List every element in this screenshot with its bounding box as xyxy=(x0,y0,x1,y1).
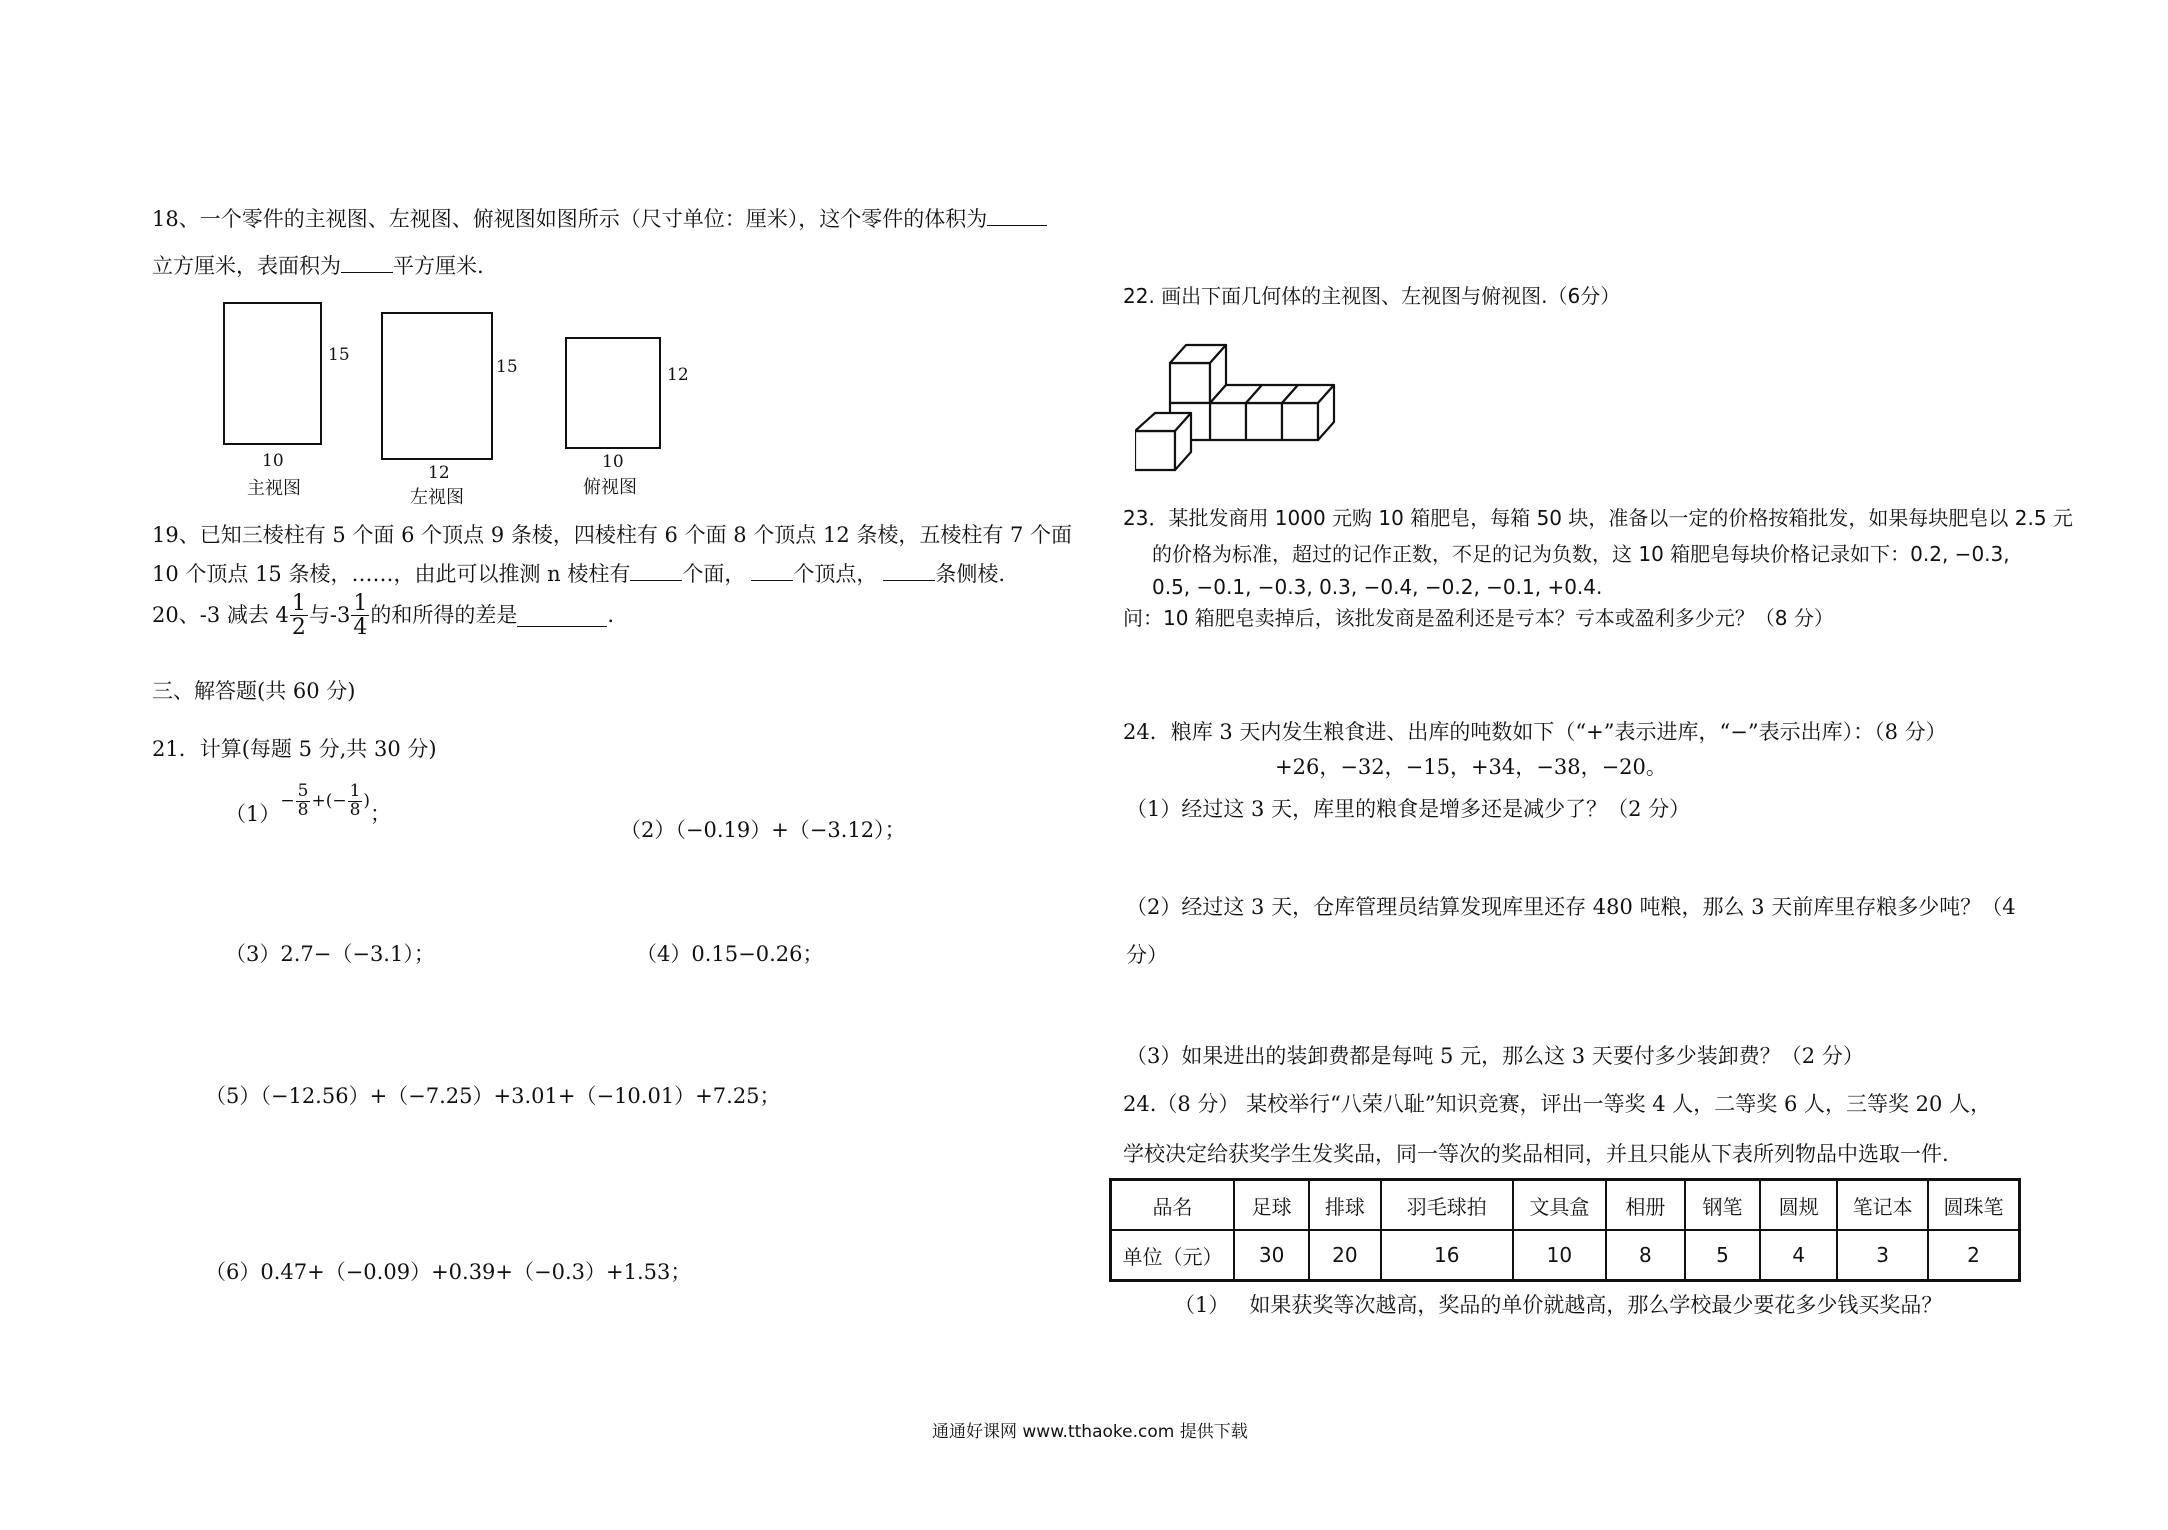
q24a-line1: 24．粮库 3 天内发生粮食进、出库的吨数如下（“+”表示进库，“−”表示出库）：（8 分） xyxy=(1123,720,1947,744)
prize-table-cell: 品名 xyxy=(1111,1180,1235,1231)
prize-table-cell: 圆规 xyxy=(1760,1180,1837,1231)
cube-top-front xyxy=(1170,363,1210,403)
q19-text-2c: 个顶点， xyxy=(793,562,878,587)
prize-table-price-row xyxy=(1111,1230,2020,1281)
q24a-data: +26，−32，−15，+34，−38，−20。 xyxy=(1275,755,1667,779)
q22-cube-figure xyxy=(1135,338,1360,478)
top-view-label: 俯视图 xyxy=(583,477,637,498)
q24b-p1-text: 如果获奖等次越高，奖品的单价就越高，那么学校最少要花多少钱买奖品？ xyxy=(1249,1293,1943,1317)
prize-table-cell: 钢笔 xyxy=(1685,1180,1760,1231)
left-view-rect xyxy=(381,312,493,460)
q21-part-2: （2）（−0.19）+（−3.12）； xyxy=(620,818,906,842)
front-view-height: 15 xyxy=(328,345,350,365)
q20-prefix: 20、-3 减去 4 xyxy=(152,603,289,627)
q19-text-2b: 个面， xyxy=(682,562,746,587)
q20-fraction-2 xyxy=(351,592,369,639)
q20-mid: 与-3 xyxy=(308,603,351,627)
q21-p1-close: ) xyxy=(363,791,371,812)
q21-part-6: （6）0.47+（−0.09）+0.39+（−0.3）+1.53； xyxy=(205,1260,692,1284)
q21-p1-expression xyxy=(280,783,370,820)
top-view-width: 10 xyxy=(602,452,624,472)
left-view-width: 12 xyxy=(428,463,450,483)
prize-table-cell: 单位（元） xyxy=(1111,1230,1235,1281)
section-3-heading: 三、解答题(共 60 分) xyxy=(152,679,356,703)
prize-table-cell: 4 xyxy=(1760,1230,1837,1281)
prize-table-header-row xyxy=(1111,1180,2020,1231)
front-view-label: 主视图 xyxy=(247,478,301,499)
q21-p1-b-num: 1 xyxy=(349,781,361,801)
prize-table-cell: 排球 xyxy=(1309,1180,1380,1231)
cube-back-3 xyxy=(1282,403,1318,440)
q21-p1-op: +(− xyxy=(311,791,347,812)
q19-text-2d: 条侧棱. xyxy=(935,562,1006,587)
q21-p1-fraction-b xyxy=(348,783,363,820)
q21-part-5: （5）（−12.56）+（−7.25）+3.01+（−10.01）+7.25； xyxy=(205,1084,781,1108)
prize-table-cell: 笔记本 xyxy=(1837,1180,1928,1231)
q23-line1: 23．某批发商用 1000 元购 10 箱肥皂，每箱 50 块，准备以一定的价格按箱批发，如果每块肥皂以 2.5 元 xyxy=(1123,506,2073,530)
q19-text-2a: 10 个顶点 15 条棱，……，由此可以推测 n 棱柱有 xyxy=(152,562,631,587)
q20-answer-blank[interactable] xyxy=(517,604,607,627)
prize-table-cell: 2 xyxy=(1928,1230,2019,1281)
prize-table-cell: 3 xyxy=(1837,1230,1928,1281)
q21-title: 21．计算(每题 5 分,共 30 分) xyxy=(152,737,437,761)
q18-text-1: 18、一个零件的主视图、左视图、俯视图如图所示（尺寸单位：厘米），这个零件的体积为 xyxy=(152,207,988,232)
q18-text-2a: 立方厘米，表面积为 xyxy=(152,254,341,279)
prize-table-cell: 8 xyxy=(1606,1230,1685,1281)
q21-p1-b-den: 8 xyxy=(349,799,361,820)
q19-edges-blank[interactable] xyxy=(883,558,935,581)
left-view-label: 左视图 xyxy=(410,487,464,508)
q21-part-3: （3）2.7−（−3.1）； xyxy=(225,942,435,966)
prize-table-cell: 20 xyxy=(1309,1230,1380,1281)
q20-f2-num: 1 xyxy=(353,591,368,616)
q22-text: 22. 画出下面几何体的主视图、左视图与俯视图.（6分） xyxy=(1123,284,1621,308)
q24a-part-1: （1）经过这 3 天，库里的粮食是增多还是减少了？（2 分） xyxy=(1126,797,1691,821)
q24a-part-3: （3）如果进出的装卸费都是每吨 5 元，那么这 3 天要付多少装卸费？（2 分） xyxy=(1126,1044,1864,1068)
cube-back-1 xyxy=(1210,403,1246,440)
front-view-rect xyxy=(223,302,322,445)
prize-table-cell: 10 xyxy=(1513,1230,1606,1281)
prize-table-cell: 5 xyxy=(1685,1230,1760,1281)
footer-source: 通通好课网 www.tthaoke.com 提供下载 xyxy=(932,1422,1248,1442)
q19-faces-blank[interactable] xyxy=(630,558,682,581)
prize-table-cell: 足球 xyxy=(1234,1180,1309,1231)
q21-p1-label: （1） xyxy=(225,801,281,826)
q19-line2 xyxy=(152,558,1005,587)
prize-table-cell: 圆珠笔 xyxy=(1928,1180,2019,1231)
prize-table-cell: 相册 xyxy=(1606,1180,1685,1231)
q24b-part-1 xyxy=(1174,1293,1942,1318)
cube-front-front xyxy=(1135,431,1175,470)
q18-text-2b: 平方厘米. xyxy=(393,254,484,279)
q20-suffix: 的和所得的差是 xyxy=(370,603,518,627)
prize-table-cell: 16 xyxy=(1381,1230,1513,1281)
q18-line1 xyxy=(152,203,1047,232)
q20-line xyxy=(152,592,614,639)
q21-part-1 xyxy=(225,781,392,833)
q18-line2 xyxy=(152,250,484,279)
q24a-part-2-line2: 分） xyxy=(1126,943,1168,967)
top-view-rect xyxy=(565,337,661,449)
q20-fraction-1 xyxy=(290,592,308,639)
q24a-part-2-line1: （2）经过这 3 天，仓库管理员结算发现库里还存 480 吨粮，那么 3 天前库里存粮多少吨？（4 xyxy=(1126,895,2016,919)
q18-area-blank[interactable] xyxy=(341,250,393,273)
q24b-line1: 24.（8 分） 某校举行“八荣八耻”知识竞赛，评出一等奖 4 人，二等奖 6 人，三等奖 20 人， xyxy=(1123,1092,1992,1116)
top-view-height: 12 xyxy=(667,365,689,385)
front-view-width: 10 xyxy=(262,451,284,471)
prize-table-cell: 文具盒 xyxy=(1513,1180,1606,1231)
q21-part-4: （4）0.15−0.26； xyxy=(636,942,824,966)
cube-back-2 xyxy=(1246,403,1282,440)
prize-table-cell: 30 xyxy=(1234,1230,1309,1281)
q18-volume-blank[interactable] xyxy=(987,203,1047,226)
q20-f2-den: 4 xyxy=(353,615,368,641)
q23-line3: 0.5, −0.1, −0.3, 0.3, −0.4, −0.2, −0.1, +0.4. xyxy=(1152,575,1603,599)
q21-p1-a-den: 8 xyxy=(297,799,309,820)
prize-table xyxy=(1109,1178,2021,1282)
q20-f1-den: 2 xyxy=(291,615,306,641)
q24b-p1-label: （1） xyxy=(1174,1293,1230,1317)
q19-vertices-blank[interactable] xyxy=(751,558,793,581)
q21-p1-a-num: 5 xyxy=(297,781,309,801)
prize-table-cell: 羽毛球拍 xyxy=(1381,1180,1513,1231)
q24b-line2: 学校决定给获奖学生发奖品，同一等次的奖品相同，并且只能从下表所列物品中选取一件. xyxy=(1123,1142,1949,1166)
q23-line2: 的价格为标准，超过的记作正数，不足的记为负数，这 10 箱肥皂每块价格记录如下：0.2, −0.3, xyxy=(1152,542,2010,566)
left-view-height: 15 xyxy=(496,357,518,377)
q21-p1-end: ； xyxy=(370,801,392,826)
q21-p1-sign: − xyxy=(280,791,295,812)
q21-p1-fraction-a xyxy=(296,783,311,820)
q19-line1: 19、已知三棱柱有 5 个面 6 个顶点 9 条棱，四棱柱有 6 个面 8 个顶点 12 条棱，五棱柱有 7 个面 xyxy=(152,523,1073,547)
q20-f1-num: 1 xyxy=(291,591,306,616)
q20-end: . xyxy=(607,603,615,627)
q23-line4: 问：10 箱肥皂卖掉后，该批发商是盈利还是亏本？亏本或盈利多少元？（8 分） xyxy=(1123,606,1834,630)
